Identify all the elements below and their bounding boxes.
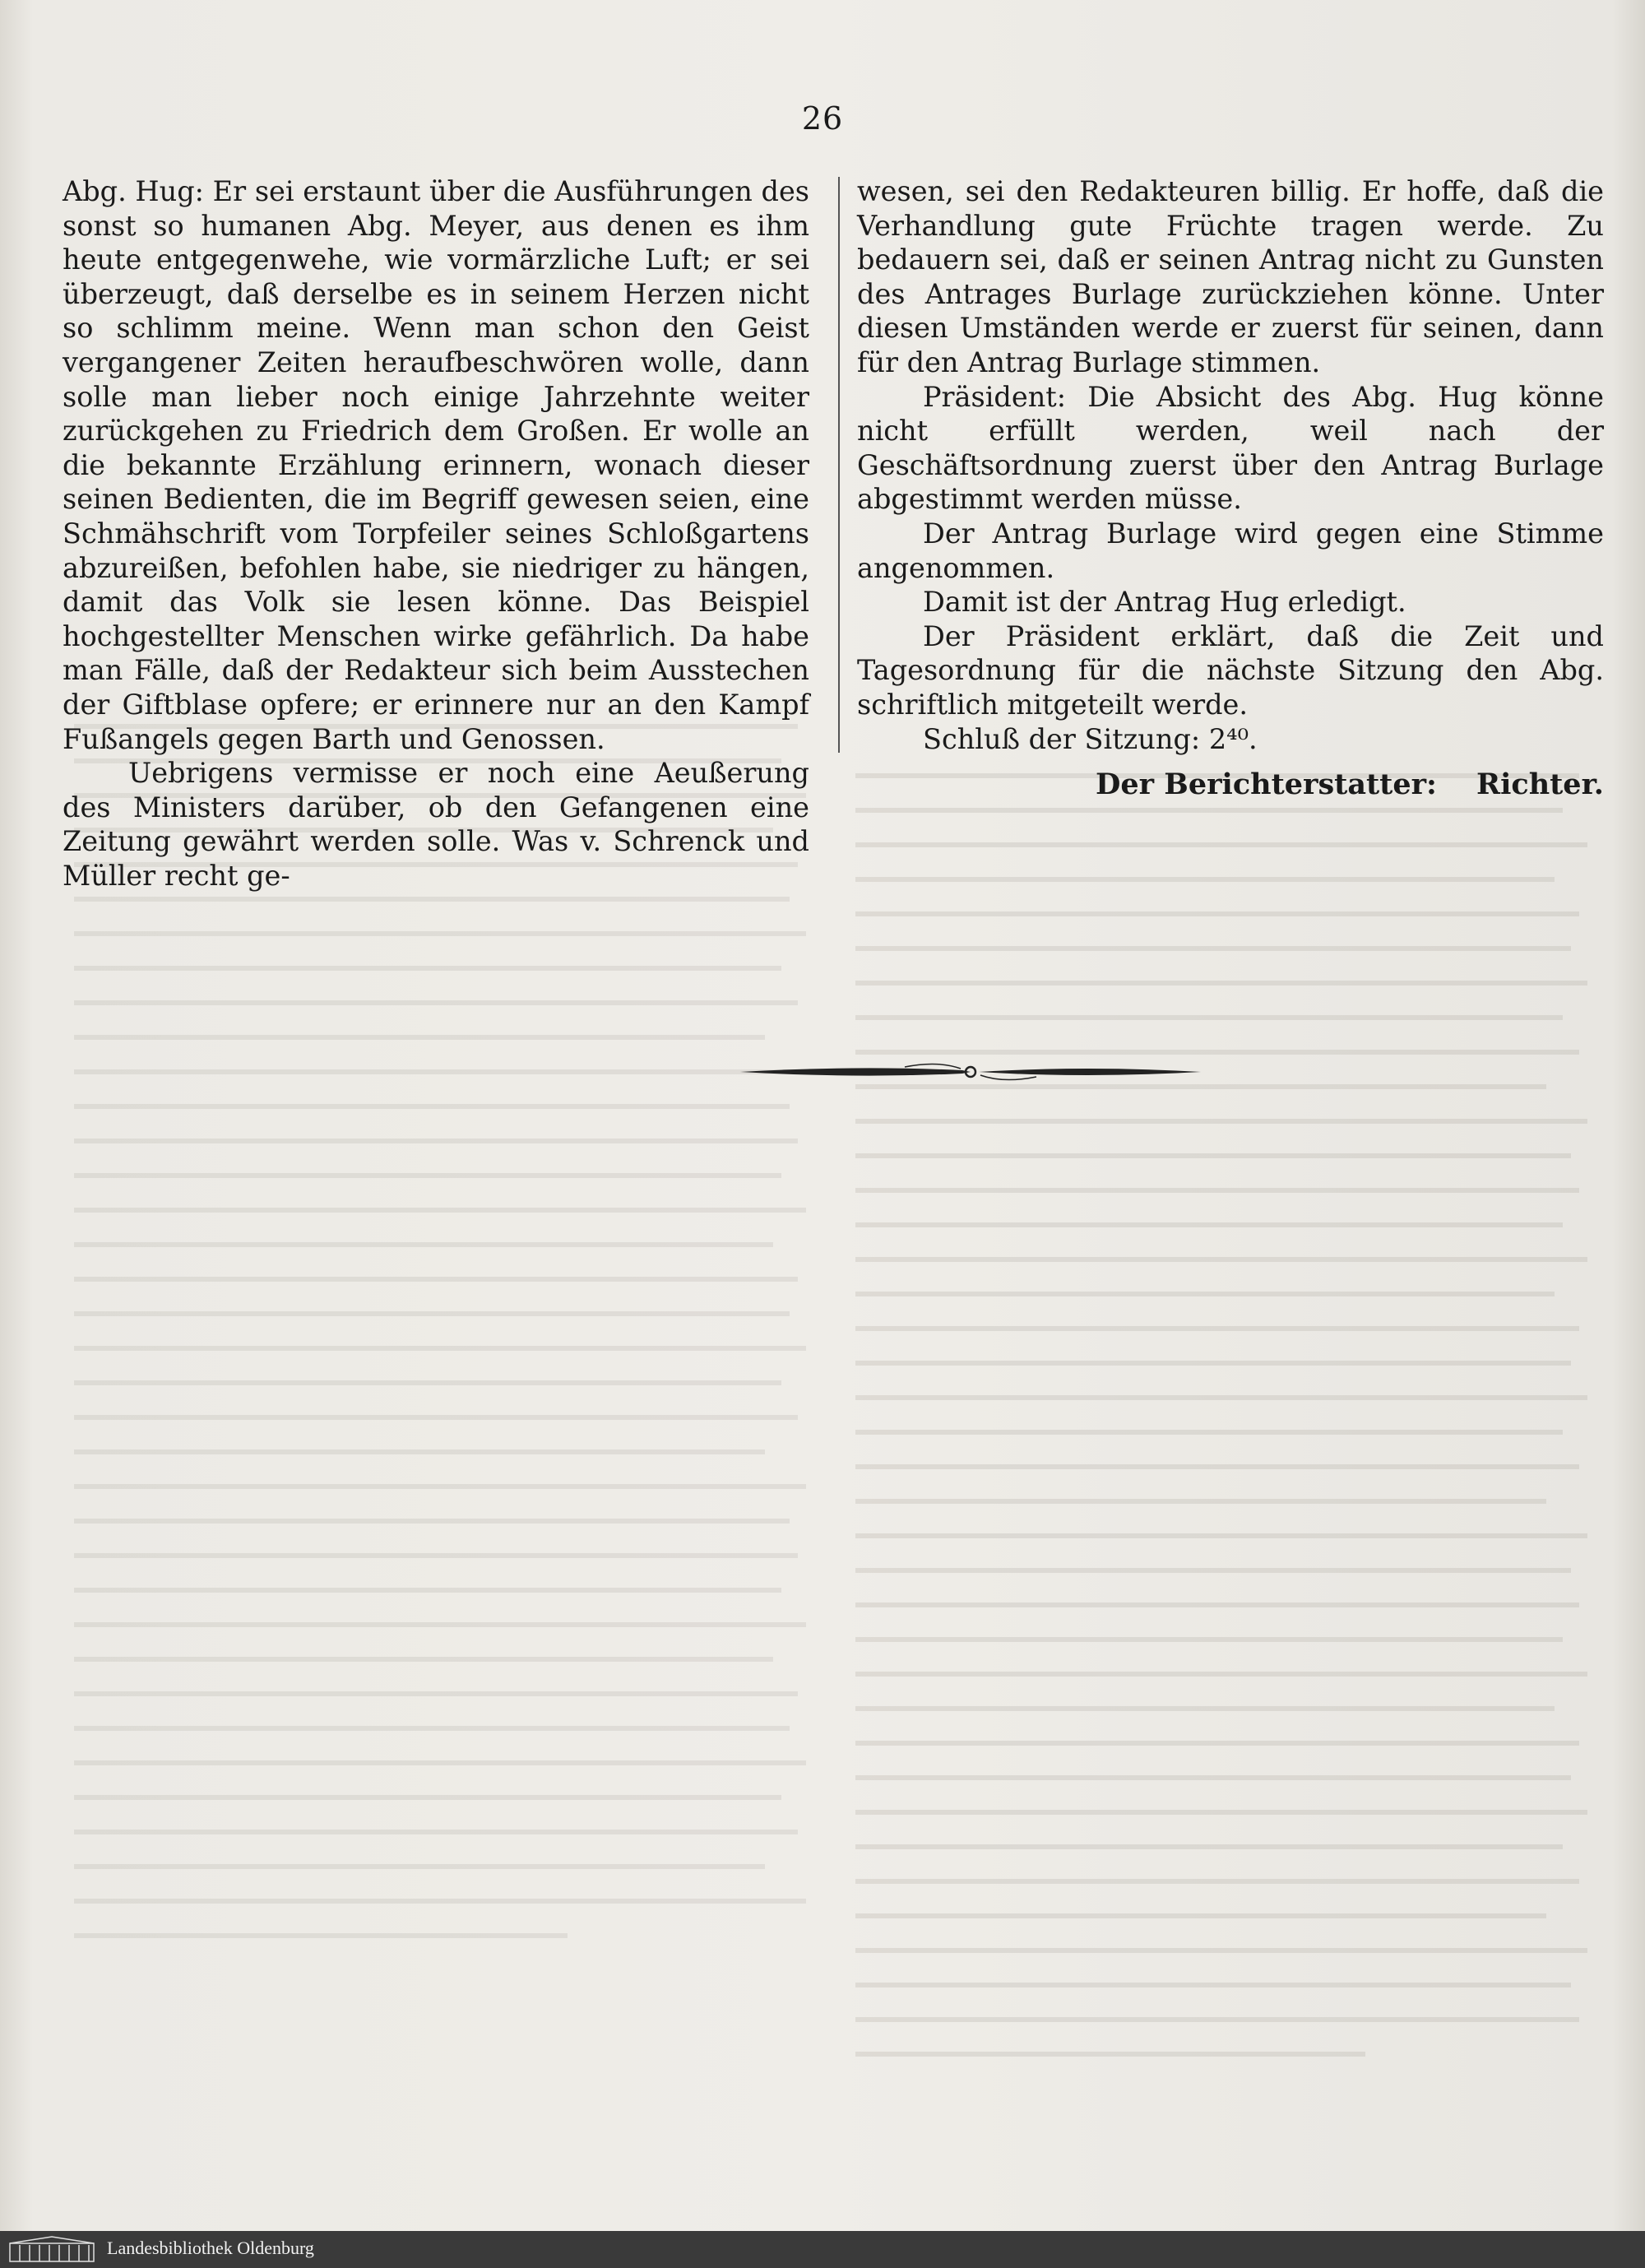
paragraph: Präsident: Die Absicht des Abg. Hug könne nicht erfüllt werden, weil nach der Geschäftsordnung zuerst über den Antrag Burlage abgestimmt werden müsse. [857,380,1604,516]
signature-label: Der Berichterstatter: [1096,768,1437,802]
library-credit: Landesbibliothek Oldenburg [107,2238,314,2258]
paragraph: Damit ist der Antrag Hug erledigt. [923,586,1406,619]
ornamental-rule [740,1057,1201,1087]
paragraph: Der Antrag Burlage wird gegen eine Stimme angenommen. [857,517,1604,584]
column-divider [838,177,840,753]
page-number: 26 [801,100,844,137]
paragraph: Schluß der Sitzung: 2⁴⁰. [923,722,1258,755]
left-column [63,174,809,893]
signature-name: Richter. [1476,768,1604,802]
paragraph: Der Präsident erklärt, daß die Zeit und Tagesordnung für die nächste Sitzung den Abg. schriftlich mitgeteilt werde. [857,619,1604,721]
paragraph: wesen, sei den Redakteuren billig. Er hoffe, daß die Verhandlung gute Früchte tragen werde. Zu bedauern sei, daß er seinen Antrag nicht zu Gunsten des Antrages Burlage zurückziehen könne. Unter diesen Umständen werde er zuerst für seinen, dann für den Antrag Burlage stimmen. [857,175,1604,378]
library-building-icon [7,2235,97,2263]
signature-line [857,768,1604,802]
bleed-through-texture-left [49,716,814,1999]
bleed-through-texture [839,765,1612,2122]
paragraph: Uebrigens vermisse er noch eine Aeußerung des Ministers darüber, ob den Gefangenen eine Zeitung gewährt werden solle. Was v. Schrenck und Müller recht ge- [63,757,809,892]
paragraph: Abg. Hug: Er sei erstaunt über die Ausführungen des sonst so humanen Abg. Meyer, aus denen es ihm heute entgegenwehe, wie vormärzliche Luft; er sei überzeugt, daß derselbe es in seinem Herzen nicht so schlimm meine. Wenn man schon den Geist vergangener Zeiten heraufbeschwören wolle, dann solle man lieber noch einige Jahrzehnte weiter zurückgehen zu Friedrich dem Großen. Er wolle an die bekannte Erzählung erinnern, wonach dieser seinen Bedienten, die im Begriff gewesen seien, eine Schmähschrift vom Torpfeiler seines Schloßgartens abzureißen, befohlen habe, sie niedriger zu hängen, damit das Volk sie lesen könne. Das Beispiel hochgestellter Menschen wirke gefährlich. Da habe man Fälle, daß der Redakteur sich beim Ausstechen der Giftblase opfere; er erinnere nur an den Kampf Fußangels gegen Barth und Genossen. [63,175,809,755]
right-column [857,174,1604,802]
